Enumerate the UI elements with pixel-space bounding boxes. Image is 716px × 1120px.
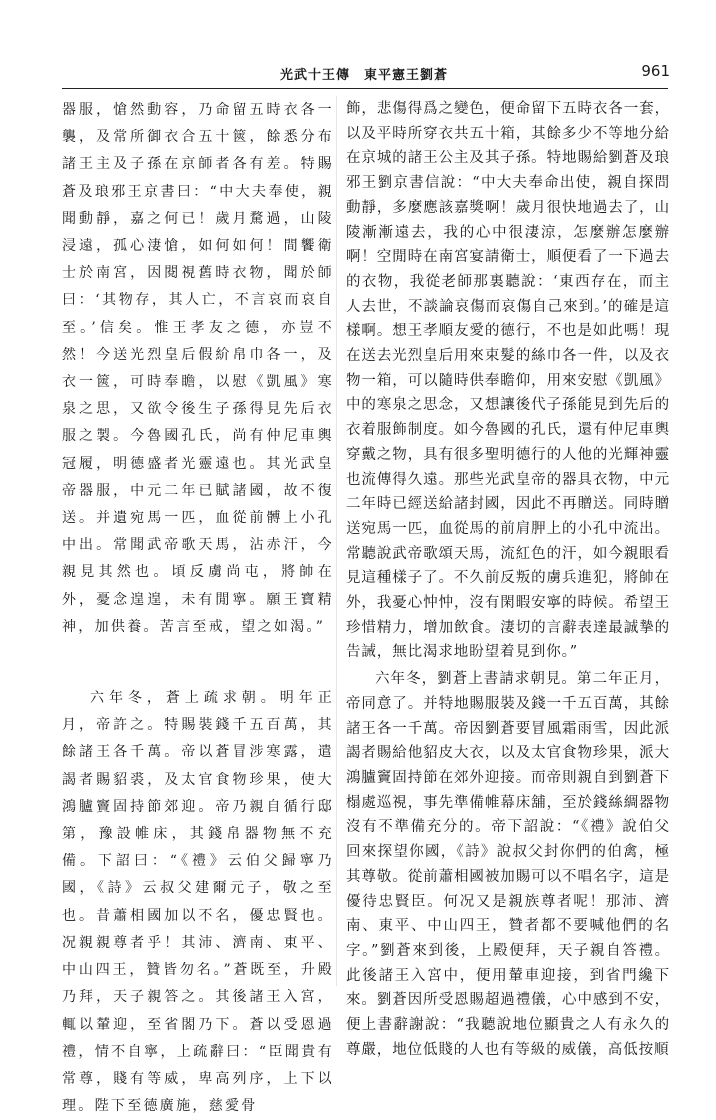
header-rule <box>62 88 668 89</box>
paragraph-gap <box>62 641 334 685</box>
running-head: 光武十王傳 東平憲王劉蒼 <box>280 68 449 83</box>
classical-text-column <box>62 97 334 1120</box>
classical-paragraph: 器服，愴然動容，乃命留五時衣各一襲，及常所御衣合五十篋，餘悉分布諸王主及子孫在京師者各有差。特賜蒼及琅邪王京書曰：“中大夫奉使，親聞動靜，嘉之何已！歲月騖過，山陵浸遠，孤心淒愴，如何如何！間饗衛士於南宮，因閱視舊時衣物，聞於師曰：‘其物存，其人亡，不言哀而哀自至。’信矣。惟王孝友之德，亦豈不然！今送光烈皇后假紒帛巾各一，及衣一篋，可時奉瞻，以慰《凱風》寒泉之思，又欲令後生子孫得見先后衣服之製。今魯國孔氏，尚有仲尼車輿冠履，明德盛者光靈遠也。其光武皇帝器服，中元二年已賦諸國，故不復送。并遺宛馬一匹，血從前髆上小孔中出。常聞武帝歌天馬，沾赤汗，今親見其然也。頃反虜尚屯，將帥在外，憂念遑遑，未有閒寧。願王寶精神，加供養。苦言至戒，望之如渴。” <box>62 102 334 635</box>
page-header <box>70 62 670 86</box>
classical-paragraph: 六年冬，蒼上疏求朝。明年正月，帝許之。特賜裝錢千五百萬，其餘諸王各千萬。帝以蒼冒涉寒露，遣謁者賜貂裘，及太官食物珍果，使大鴻臚竇固持節郊迎。帝乃親自循行邸第，豫設帷床，其錢帛器物無不充備。下詔曰：“《禮》云伯父歸寧乃國，《詩》云叔父建爾元子，敬之至也。昔蕭相國加以不名，優忠賢也。况親親尊者乎！其沛、濟南、東平、中山四王，贊皆勿名。”蒼既至，升殿乃拜，天子親答之。其後諸王入宮，輒以輦迎，至省閤乃下。蒼以受恩過禮，情不自寧，上疏辭曰：“臣聞貴有常尊，賤有等威，卑高列序，上下以理。陛下至德廣施，慈愛骨 <box>62 690 334 1115</box>
column-gutter <box>336 96 337 986</box>
translation-paragraph: 飾，悲傷得爲之變色，便命留下五時衣各一套，以及平時所穿衣共五十箱，其餘多少不等地分給在京城的諸王公主及其子孫。特地賜給劉蒼及琅邪王劉京書信說：“中大夫奉命出使，親自探問動靜，多麼應該嘉獎啊！歲月很快地過去了，山陵漸漸遠去，我的心中很淒涼，怎麼辦怎麼辦啊！空閒時在南宮宴請衛士，順便看了一下過去的衣物，我從老師那裏聽說：‘東西存在，而主人去世，不談論哀傷而哀傷自己來到。’的確是這樣啊。想王孝順友愛的德行，不也是如此嗎！現在送去光烈皇后用來束髮的絲巾各一件，以及衣物一箱，可以隨時供奉瞻仰，用來安慰《凱風》中的寒泉之思念，又想讓後代子孫能見到先后的衣着服飾制度。如今魯國的孔氏，還有仲尼車輿穿戴之物，具有很多聖明德行的人他的光輝神靈也流傳得久遠。那些光武皇帝的器具衣物，中元二年時已經送給諸封國，因此不再贈送。同時贈送宛馬一匹，血從馬的前肩胛上的小孔中流出。常聽說武帝歌頌天馬，流紅色的汗，如今親眼看見這種樣子了。不久前反叛的虜兵進犯，將帥在外，我憂心忡忡，沒有閑暇安寧的時候。希望王珍惜精力，增加飲食。淒切的言辭表達最誠摯的告誡，無比渴求地盼望着見到你。” <box>346 101 670 661</box>
translation-text-column <box>346 97 670 1062</box>
translation-paragraph: 六年冬，劉蒼上書請求朝見。第二年正月，帝同意了。并特地賜服裝及錢一千五百萬，其餘諸王各一千萬。帝因劉蒼要冒風霜雨雪，因此派謁者賜給他貂皮大衣，以及太官食物珍果，派大鴻臚竇固持節在郊外迎接。而帝則親自到劉蒼下榻處巡視，事先準備帷幕床舖，至於錢絲綢器物沒有不準備充分的。帝下詔說：“《禮》說伯父回來探望你國，《詩》說叔父封你們的伯禽，極其尊敬。從前蕭相國被加賜可以不唱名字，這是優待忠賢臣。何况又是親族尊者呢！那沛、濟南、東平、中山四王，贊者都不要喊他們的名字。”劉蒼來到後，上殿便拜，天子親自答禮。此後諸王入宮中，便用輦車迎接，到省門纔下來。劉蒼因所受恩賜超過禮儀，心中感到不安，便上書辭謝說：“我聽說地位顯貴之人有永久的尊嚴，地位低賤的人也有等級的威儀，高低按順 <box>346 671 670 1058</box>
page-number: 961 <box>641 62 670 80</box>
